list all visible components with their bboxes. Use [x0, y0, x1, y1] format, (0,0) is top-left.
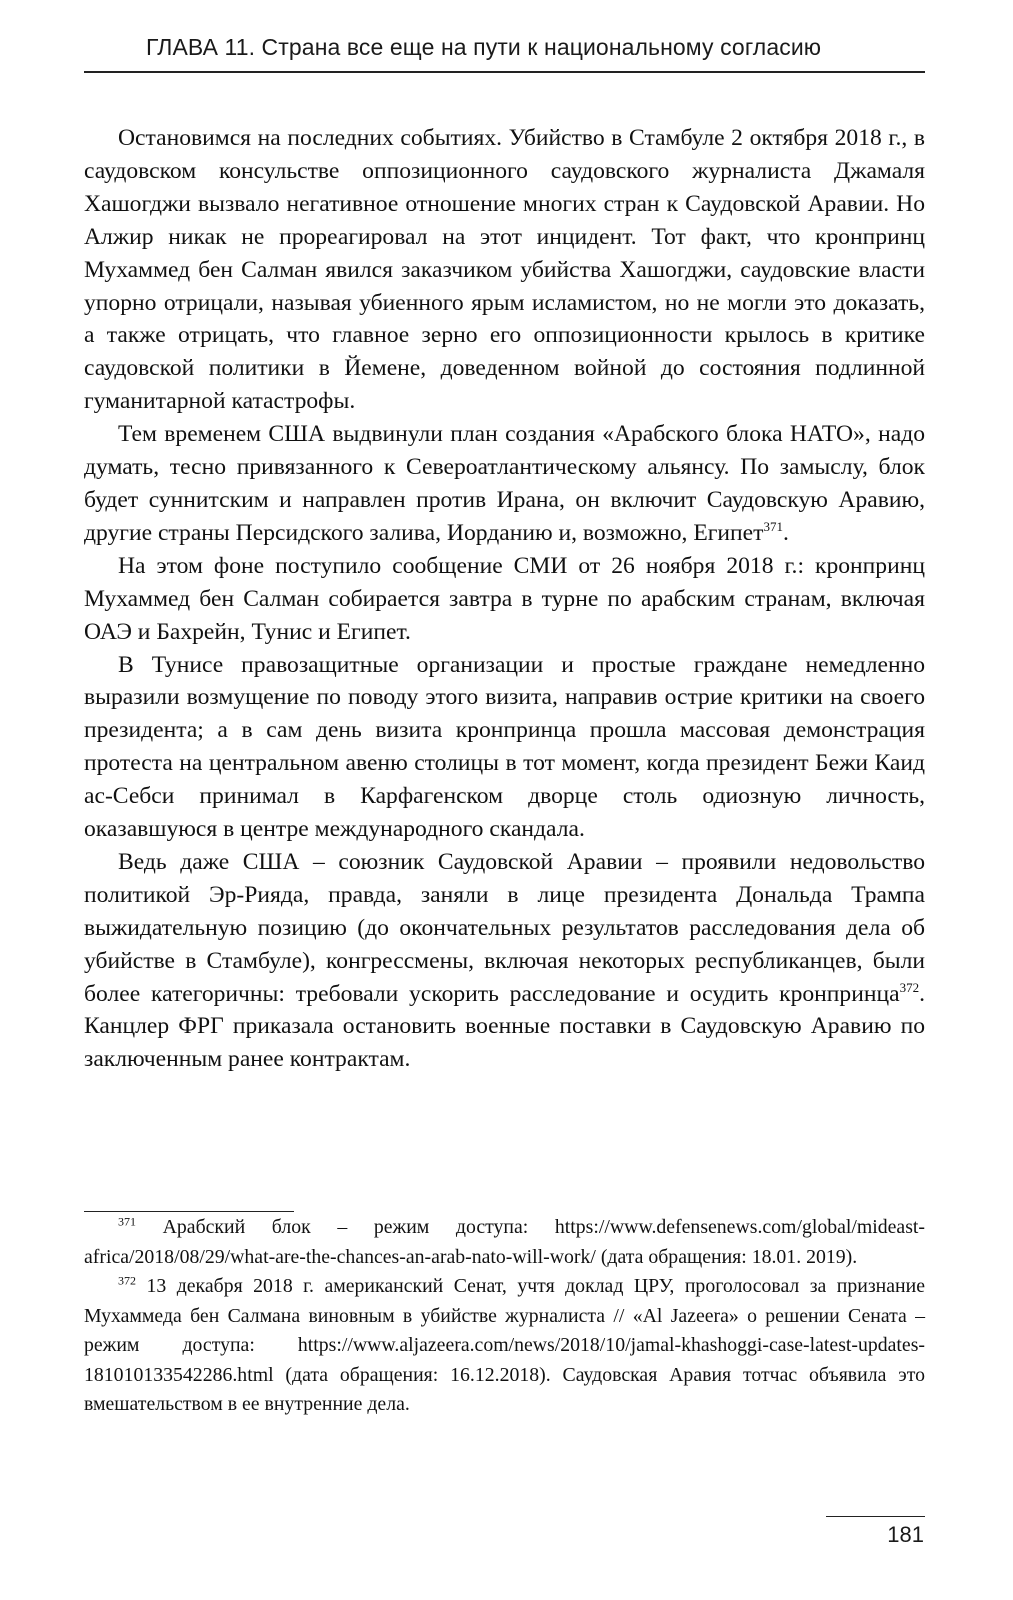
paragraph-text: Ведь даже США – союзник Саудовской Аравии – проявили недовольство политикой Эр-Рияда, правда, заняли в лице президента Дональда Трампа выжидательную позицию (до окончательных результатов расследования дела об убийстве в Стамбуле), конгрессмены, включая некоторых республиканцев, были более категоричны: требовали ускорить расследование и осудить кронпринца	[84, 848, 925, 1007]
footnote-text: Арабский блок – режим доступа: https://www.defensenews.com/global/mideast-africa/2018/08/29/what-are-the-chances-an-arab-nato-will-work/ (дата обращения: 18.01. 2019).	[84, 1216, 925, 1268]
header-divider	[84, 71, 925, 73]
paragraph	[84, 122, 925, 418]
footnote-text: 13 декабря 2018 г. американский Сенат, учтя доклад ЦРУ, проголосовал за признание Мухаммеда бен Салмана виновным в убийстве журналиста // «Al Jazeera» о решении Сената – режим доступа: https://www.aljazeera.com/news/2018/10/jamal-khashoggi-case-latest-updates-181010133542286.html (дата обращения: 16.12.2018). Саудовская Аравия тотчас объявила это вмешательством в ее внутренние дела.	[84, 1275, 925, 1415]
paragraph-text-tail: . Канцлер ФРГ приказала остановить военные поставки в Саудовскую Аравию по заключенным ранее контрактам.	[84, 980, 925, 1073]
footnote-number: 372	[118, 1273, 136, 1288]
paragraph-text: В Тунисе правозащитные организации и простые граждане немедленно выразили возмущение по поводу этого визита, направив острие критики на своего президента; а в сам день визита кронпринца прошла массовая демонстрация протеста на центральном авеню столицы в тот момент, когда президент Бежи Каид ас-Себси принимал в Карфагенском дворце столь одиозную личность, оказавшуюся в центре международного скандала.	[84, 651, 925, 843]
footnote-371	[84, 1213, 925, 1272]
paragraph-text: Остановимся на последних событиях. Убийство в Стамбуле 2 октября 2018 г., в саудовском консульстве оппозиционного саудовского журналиста Джамаля Хашогджи вызвало негативное отношение многих стран к Саудовской Аравии. Но Алжир никак не прореагировал на этот инцидент. Тот факт, что кронпринц Мухаммед бен Салман явился заказчиком убийства Хашогджи, саудовские власти упорно отрицали, называя убиенного ярым исламистом, но не могли это доказать, а также отрицать, что главное зерно его оппозиционности крылось в критике саудовской политики в Йемене, доведенном войной до состояния подлинной гуманитарной катастрофы.	[84, 125, 925, 415]
footnote-divider	[84, 1211, 294, 1212]
paragraph-text-tail: .	[782, 519, 789, 546]
footnote-number: 371	[118, 1214, 136, 1229]
paragraph-text: На этом фоне поступило сообщение СМИ от 26 ноября 2018 г.: кронпринц Мухаммед бен Салман собирается завтра в турне по арабским странам, включая ОАЭ и Бахрейн, Тунис и Египет.	[84, 552, 925, 645]
paragraph-text: Тем временем США выдвинули план создания «Арабского блока НАТО», надо думать, тесно привязанного к Североатлантическому альянсу. По замыслу, блок будет суннитским и направлен против Ирана, он включит Саудовскую Аравию, другие страны Персидского залива, Иорданию и, возможно, Египет	[84, 421, 925, 546]
paragraph	[84, 649, 925, 846]
paragraph	[84, 418, 925, 550]
paragraph	[84, 846, 925, 1076]
main-text	[84, 122, 925, 1076]
footnotes	[84, 1213, 925, 1420]
footnote-ref-372[interactable]: 372	[899, 979, 920, 995]
page-number-divider	[826, 1516, 925, 1517]
running-head-title: ГЛАВА 11. Страна все еще на пути к национальному согласию	[146, 34, 822, 60]
footnote-372	[84, 1272, 925, 1420]
footnote-ref-371[interactable]: 371	[763, 519, 783, 535]
page-number: 181	[887, 1522, 924, 1547]
paragraph	[84, 550, 925, 649]
